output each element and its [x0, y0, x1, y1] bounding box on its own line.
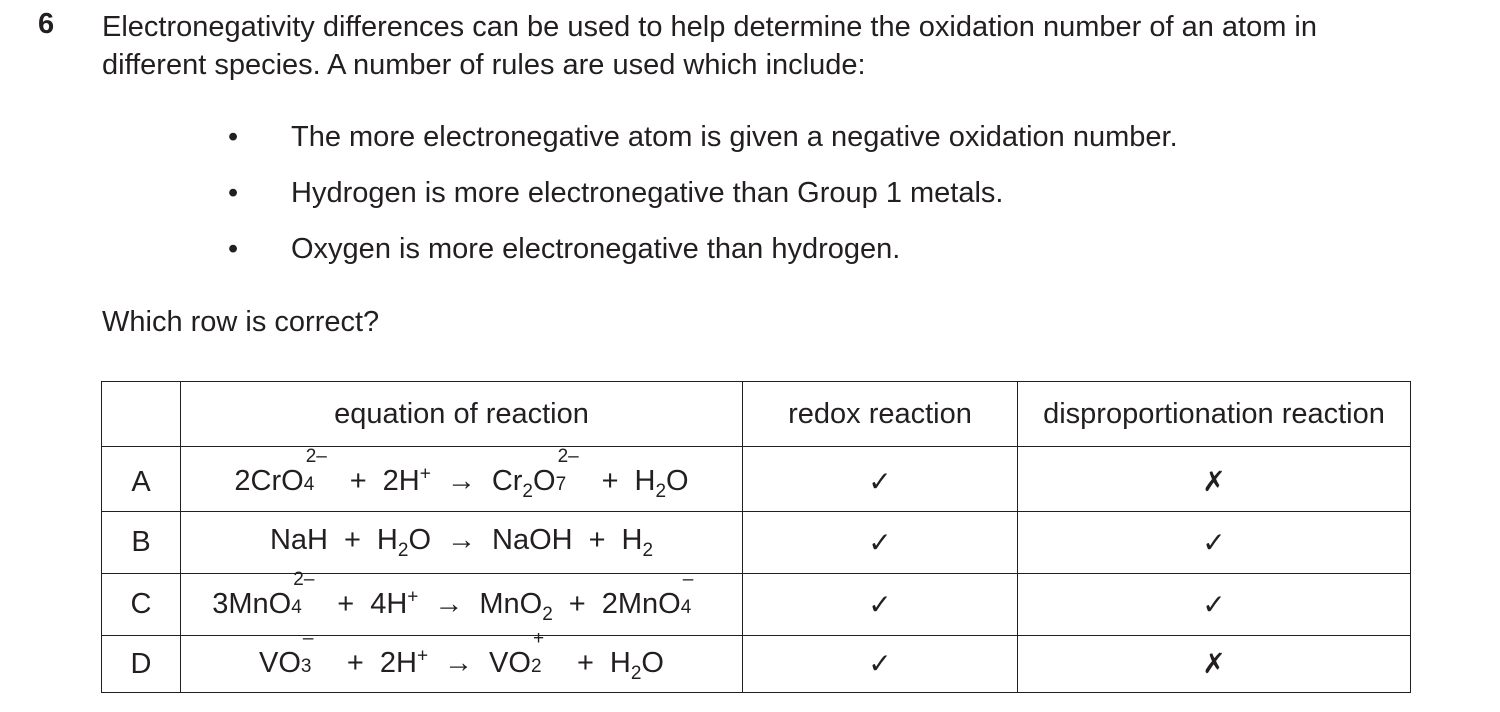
stem-line-1: Electronegativity differences can be used to help determine the oxidation number of an atom in [102, 11, 1317, 43]
bullet-icon: • [228, 177, 239, 209]
check-icon: ✓ [868, 587, 892, 621]
redox-cell [743, 447, 1018, 512]
question-number: 6 [38, 8, 55, 40]
option-letter: C [102, 574, 181, 636]
disproportionation-cell [1018, 574, 1411, 636]
redox-cell [743, 574, 1018, 636]
question-prompt: Which row is correct? [102, 306, 380, 338]
cross-icon: ✗ [1202, 465, 1226, 498]
option-letter: A [102, 447, 181, 512]
arrow-icon: → [434, 587, 464, 620]
equation-cell [181, 628, 743, 693]
check-icon: ✓ [1202, 587, 1226, 621]
stem-line-2: different species. A number of rules are used which include: [102, 49, 866, 81]
table-header-row [102, 382, 1411, 447]
check-icon: ✓ [868, 525, 892, 559]
rule-text: Oxygen is more electronegative than hydrogen. [291, 233, 901, 265]
header-redox: redox reaction [743, 382, 1018, 447]
table-row [102, 447, 1411, 512]
equation-cell [181, 512, 743, 574]
arrow-icon: → [447, 523, 476, 556]
check-icon: ✓ [868, 647, 892, 680]
table-row [102, 636, 1411, 693]
check-icon: ✓ [1202, 525, 1226, 559]
cross-icon: ✗ [1202, 647, 1226, 680]
table-row [102, 512, 1411, 574]
table-row [102, 574, 1411, 636]
arrow-icon: → [444, 647, 474, 680]
header-disproportionation: disproportionation reaction [1018, 382, 1411, 447]
bullet-icon: • [228, 121, 239, 153]
answer-table [101, 381, 1411, 693]
check-icon: ✓ [868, 465, 892, 498]
rule-text: The more electronegative atom is given a negative oxidation number. [291, 121, 1178, 153]
equation: VO – 3 + 2H+ → VO + 2 + $H_2O$ [259, 628, 664, 684]
equation-cell [181, 568, 743, 636]
bullet-icon: • [228, 233, 239, 265]
equation-cell [181, 447, 743, 512]
redox-cell [743, 636, 1018, 693]
equation: NaH + $H_2O$ → NaOH + $H_2$ [269, 523, 654, 561]
option-letter: B [102, 512, 181, 574]
equation: 2CrO 2– 4 + $2H^+ \to Cr_2O$ 2– 7 + $H_2O$ [234, 446, 689, 502]
rule-text: Hydrogen is more electronegative than Group 1 metals. [291, 177, 1004, 209]
disproportionation-cell [1018, 636, 1411, 693]
question-stem [102, 8, 1422, 84]
equation: 3MnO 2– 4 + 4H+ → MnO$_2$ + 2MnO – 4 [212, 568, 694, 625]
disproportionation-cell [1018, 512, 1411, 574]
disproportionation-cell [1018, 447, 1411, 512]
redox-cell [743, 512, 1018, 574]
header-letter [102, 382, 181, 447]
arrow-icon: → [446, 465, 476, 498]
option-letter: D [102, 636, 181, 693]
header-equation: equation of reaction [181, 382, 743, 447]
